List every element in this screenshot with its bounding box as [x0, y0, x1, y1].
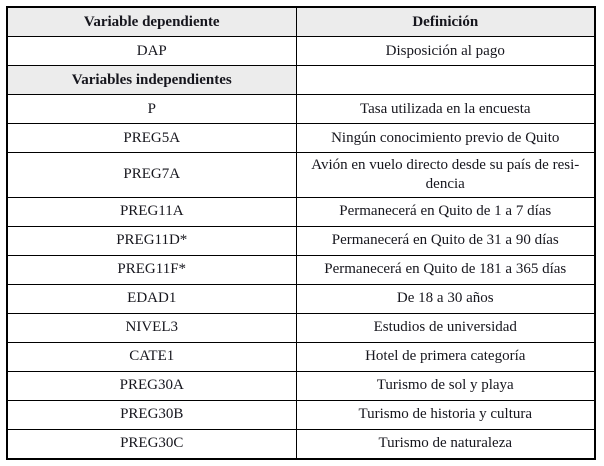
definition-cell: Turismo de naturaleza [296, 429, 595, 459]
definition-cell: Turismo de sol y playa [296, 371, 595, 400]
variable-cell: PREG5A [7, 124, 296, 153]
table-row [7, 226, 595, 255]
definition-cell: Permanecerá en Quito de 31 a 90 días [296, 226, 595, 255]
definition-cell: Tasa utilizada en la encuesta [296, 95, 595, 124]
variable-cell: PREG11F* [7, 255, 296, 284]
variable-cell: PREG7A [7, 153, 296, 198]
variable-cell: PREG30B [7, 400, 296, 429]
table-row [7, 284, 595, 313]
table-body [7, 37, 595, 459]
table-header-row [7, 7, 595, 37]
section-row [7, 66, 595, 95]
table-row [7, 255, 595, 284]
definition-cell: Hotel de primera categoría [296, 342, 595, 371]
variable-cell: PREG11D* [7, 226, 296, 255]
section-title-cell: Variables independientes [7, 66, 296, 95]
table-row [7, 371, 595, 400]
table-row [7, 153, 595, 198]
variable-cell: NIVEL3 [7, 313, 296, 342]
variable-cell: PREG11A [7, 197, 296, 226]
definition-cell: De 18 a 30 años [296, 284, 595, 313]
table-row [7, 95, 595, 124]
variable-cell: PREG30C [7, 429, 296, 459]
definition-cell: Turismo de historia y cultura [296, 400, 595, 429]
header-variable-dependiente: Variable dependiente [7, 7, 296, 37]
table-row [7, 197, 595, 226]
table-row [7, 124, 595, 153]
definition-cell: Estudios de universidad [296, 313, 595, 342]
definition-cell: Permanecerá en Quito de 181 a 365 días [296, 255, 595, 284]
table-row [7, 342, 595, 371]
table-row [7, 313, 595, 342]
variables-table [6, 6, 596, 460]
variable-cell: EDAD1 [7, 284, 296, 313]
variable-cell: P [7, 95, 296, 124]
variable-cell: DAP [7, 37, 296, 66]
table-row [7, 37, 595, 66]
header-definicion: Definición [296, 7, 595, 37]
definition-cell: Avión en vuelo directo desde su país de residencia [296, 153, 595, 198]
definition-cell: Ningún conocimiento previo de Quito [296, 124, 595, 153]
table-row [7, 400, 595, 429]
definition-cell [296, 66, 595, 95]
table-row [7, 429, 595, 459]
definition-cell: Disposición al pago [296, 37, 595, 66]
variable-cell: CATE1 [7, 342, 296, 371]
definition-cell: Permanecerá en Quito de 1 a 7 días [296, 197, 595, 226]
variable-cell: PREG30A [7, 371, 296, 400]
